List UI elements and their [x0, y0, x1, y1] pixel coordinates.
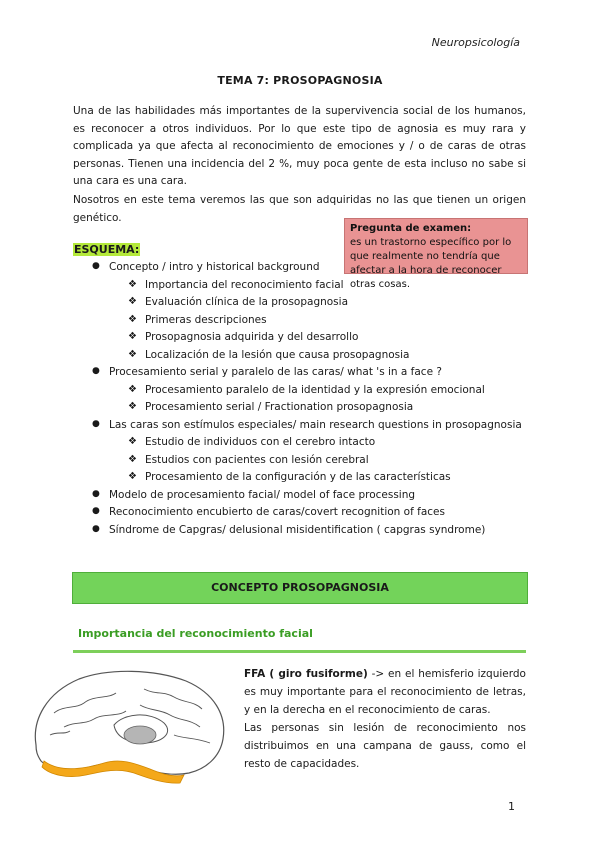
intro-paragraph: Una de las habilidades más importantes de la supervivencia social de los humanos, es reconocer a otros individuos. Por lo que este tipo de agnosia es muy rara y complicada ya que afecta al reconocimiento de emociones y / o de caras de otras personas. Tienen una incidencia del 2 %, muy poca gente de esta incluso no sabe si una cara es una cara. — [73, 105, 526, 187]
bullet-icon: ● — [92, 261, 100, 271]
diamond-bullet-icon: ❖ — [128, 348, 137, 360]
diamond-bullet-icon: ❖ — [128, 331, 137, 342]
brain-outline — [35, 671, 223, 774]
section-title-bar: CONCEPTO PROSOPAGNOSIA — [72, 572, 528, 604]
ffa-paragraph — [244, 665, 526, 773]
diamond-bullet-icon: ❖ — [128, 383, 137, 395]
second-paragraph: Nosotros en este tema veremos las que son adquiridas no las que tienen un origen genético. — [73, 194, 526, 224]
page-title: TEMA 7: PROSOPAGNOSIA — [217, 74, 383, 87]
subsection-underline — [73, 650, 526, 653]
esquema-heading-text: ESQUEMA: — [74, 243, 140, 256]
diamond-bullet-icon: ❖ — [128, 401, 137, 412]
diamond-bullet-icon: ❖ — [128, 278, 137, 290]
subsection-title: Importancia del reconocimiento facial — [78, 627, 313, 640]
bullet-icon: ● — [92, 523, 100, 534]
diamond-bullet-icon: ❖ — [128, 296, 137, 307]
bullet-icon: ● — [92, 418, 100, 429]
ffa-term: FFA ( giro fusiforme) — [244, 668, 368, 680]
bullet-icon: ● — [92, 506, 100, 516]
bullet-icon: ● — [92, 488, 100, 499]
ffa-line-1 — [244, 665, 526, 719]
diamond-bullet-icon: ❖ — [128, 313, 137, 325]
page-number: 1 — [508, 800, 515, 813]
diamond-bullet-icon: ❖ — [128, 453, 137, 465]
ffa-line-2: Las personas sin lesión de reconocimiento nos distribuimos en una campana de gauss, como el resto de capacidades. — [244, 722, 526, 770]
thalamus-shape — [124, 726, 156, 744]
exam-question-note — [344, 218, 528, 290]
ffa-description: -> en el hemisferio izquierdo es muy importante para el reconocimiento de letras, y en la derecha en el reconocimiento de caras. — [244, 668, 526, 716]
exam-note-title: Pregunta de examen: — [350, 223, 472, 234]
exam-note-text: es un trastorno específico por lo que realmente no tendría que afectar a la hora de reconocer otras cosas. — [350, 237, 512, 290]
diamond-bullet-icon: ❖ — [128, 436, 137, 447]
esquema-heading — [73, 243, 140, 256]
brain-medial-illustration — [24, 665, 234, 785]
bullet-icon: ● — [92, 366, 100, 376]
document-header: Neuropsicología — [431, 36, 520, 49]
diamond-bullet-icon: ❖ — [128, 471, 137, 482]
